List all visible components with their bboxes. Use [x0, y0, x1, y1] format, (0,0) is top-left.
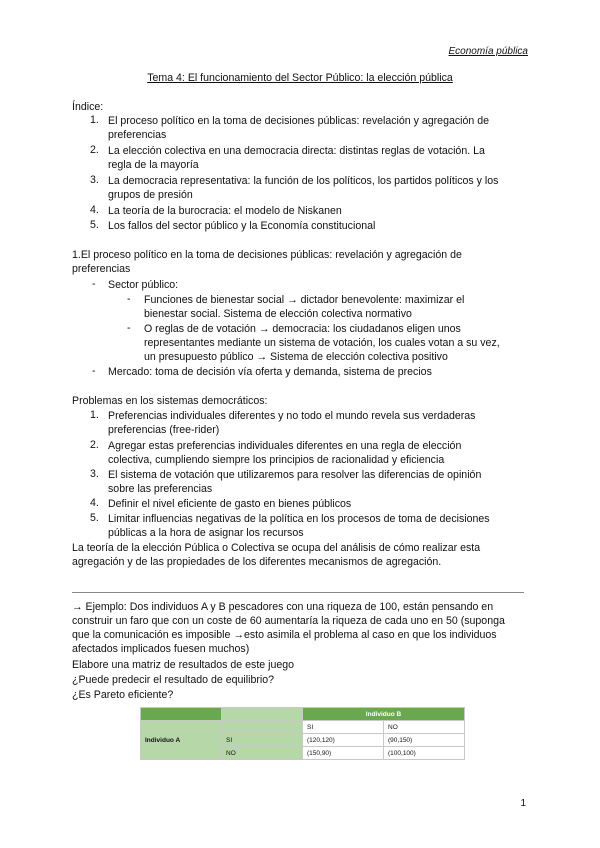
problem-item: colectiva, cumpliendo siempre los principios de racionalidad y eficiencia	[108, 454, 445, 466]
index-item: El proceso político en la toma de decisiones públicas: revelación y agregación de	[108, 115, 490, 127]
problem-number: 5.	[90, 512, 99, 524]
sub-bullet-text: O reglas de de votación → democracia: los ciudadanos eligen unos	[144, 323, 461, 335]
dash-bullet: -	[127, 322, 131, 334]
index-item: regla de la mayoría	[108, 159, 199, 171]
sub-bullet-text: bienestar social. Sistema de elección colectiva normativo	[144, 308, 412, 320]
index-number: 4.	[90, 204, 99, 216]
sub-bullet-text: representantes mediante un sistema de votación, los cuales votan a su vez,	[144, 337, 500, 349]
example-text: construir un faro que con un coste de 60 aumentaría la riqueza de cada uno en 50 (suponga	[72, 615, 505, 627]
problem-item: públicas a la hora de asignar los recursos	[108, 527, 304, 539]
sub-bullet-text: Funciones de bienestar social → dictador benevolente: maximizar el	[144, 294, 465, 306]
bullet-text: Sector público:	[108, 279, 179, 291]
matrix-corner	[141, 708, 222, 721]
payoff-cell: (90,150)	[384, 734, 465, 747]
problem-item: Agregar estas preferencias individuales diferentes en una regla de elección	[108, 440, 462, 452]
dash-bullet: -	[92, 278, 96, 290]
problem-number: 3.	[90, 468, 99, 480]
problem-number: 4.	[90, 497, 99, 509]
closing-text: agregación y de las propiedades de los diferentes mecanismos de agregación.	[72, 556, 442, 568]
payoff-cell: (100,100)	[384, 747, 465, 760]
problem-item: Limitar influencias negativas de la política en los procesos de toma de decisiones	[108, 513, 490, 525]
sub-bullet-text: un presupuesto público → Sistema de elección colectiva positivo	[144, 351, 448, 363]
index-item: La democracia representativa: la función de los políticos, los partidos políticos y los	[108, 175, 499, 187]
index-label: Índice:	[72, 101, 104, 113]
problem-number: 1.	[90, 409, 99, 421]
matrix-blank	[222, 721, 303, 734]
index-number: 2.	[90, 144, 99, 156]
example-text: afectados implicados fuesen muchos)	[72, 643, 250, 655]
index-number: 5.	[90, 219, 99, 231]
question: ¿Puede predecir el resultado de equilibrio?	[72, 674, 274, 686]
problem-item: El sistema de votación que utilizaremos para resolver las diferencias de opinión	[108, 469, 482, 481]
example-text: → Ejemplo: Dos individuos A y B pescadores con una riqueza de 100, están pensando en	[72, 601, 494, 613]
page-title: Tema 4: El funcionamiento del Sector Público: la elección pública	[147, 72, 453, 84]
index-item: La teoría de la burocracia: el modelo de Niskanen	[108, 205, 342, 217]
dash-bullet: -	[92, 365, 96, 377]
closing-text: La teoría de la elección Pública o Colectiva se ocupa del análisis de cómo realizar esta	[72, 542, 481, 554]
problem-item: preferencias (free-rider)	[108, 424, 220, 436]
payoff-cell: (150,90)	[303, 747, 384, 760]
bullet-text: Mercado: toma de decisión vía oferta y demanda, sistema de precios	[108, 366, 432, 378]
dash-bullet: -	[127, 293, 131, 305]
question: ¿Es Pareto eficiente?	[72, 689, 174, 701]
row-header-si: SI	[222, 734, 303, 747]
problem-item: Preferencias individuales diferentes y no todo el mundo revela sus verdaderas	[108, 410, 476, 422]
example-text: que la comunicación es imposible →esto asimila el problema al caso en que los individuos	[72, 629, 497, 641]
section-heading: 1.El proceso político en la toma de decisiones públicas: revelación y agregación de	[72, 249, 462, 261]
running-header: Economía pública	[448, 46, 528, 57]
index-item: Los fallos del sector público y la Economía constitucional	[108, 220, 376, 232]
column-header-si: SI	[303, 721, 384, 734]
problem-item: Definir el nivel eficiente de gasto en bienes públicos	[108, 498, 352, 510]
row-player-label: Individuo A	[141, 721, 222, 760]
matrix-corner	[222, 708, 303, 721]
payoff-matrix	[140, 707, 465, 760]
column-header-no: NO	[384, 721, 465, 734]
page-number: 1	[520, 798, 526, 809]
payoff-cell: (120,120)	[303, 734, 384, 747]
problems-heading: Problemas en los sistemas democráticos:	[72, 395, 268, 407]
problem-item: sobre las preferencias	[108, 483, 213, 495]
index-number: 1.	[90, 114, 99, 126]
index-item: grupos de presión	[108, 189, 193, 201]
horizontal-divider	[72, 592, 524, 593]
index-item: La elección colectiva en una democracia directa: distintas reglas de votación. La	[108, 145, 485, 157]
problem-number: 2.	[90, 439, 99, 451]
section-heading: preferencias	[72, 263, 131, 275]
column-player-label: Individuo B	[303, 708, 465, 721]
question: Elabore una matriz de resultados de este juego	[72, 659, 295, 671]
index-item: preferencias	[108, 129, 167, 141]
row-header-no: NO	[222, 747, 303, 760]
index-number: 3.	[90, 174, 99, 186]
